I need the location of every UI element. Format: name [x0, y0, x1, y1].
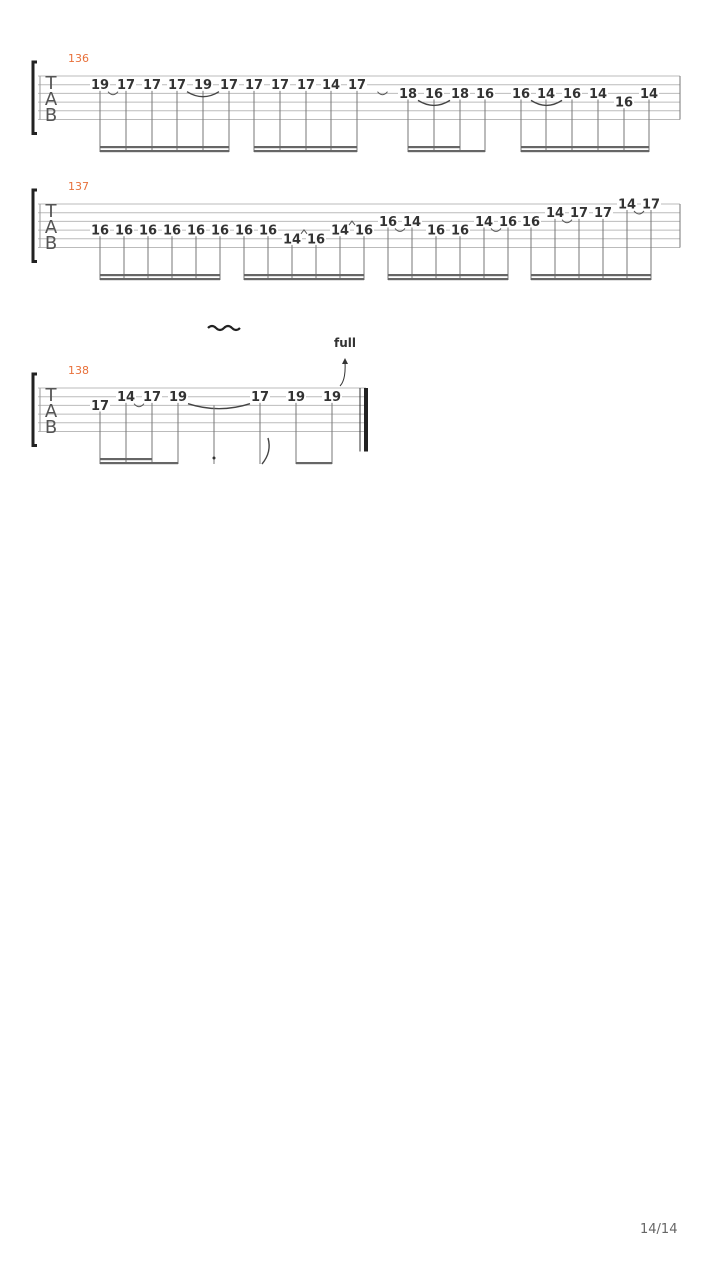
fret-number: 16	[614, 95, 634, 111]
tab-clef-letter: B	[44, 233, 58, 254]
fret-number: 18	[398, 86, 418, 102]
tie	[188, 404, 250, 409]
bend-arrowhead	[342, 358, 348, 364]
fret-number: 19	[193, 78, 213, 94]
fret-number: 16	[498, 214, 518, 230]
tab-clef-letter: T	[45, 201, 57, 222]
fret-number: 19	[322, 390, 342, 406]
measure-number: 136	[68, 52, 89, 65]
fret-number: 19	[286, 390, 306, 406]
fret-number: 16	[450, 223, 470, 239]
fret-number: 19	[90, 78, 110, 94]
vibrato-mark	[208, 326, 240, 330]
fret-number: 14	[282, 232, 302, 248]
fret-number: 16	[306, 232, 326, 248]
measure-number: 137	[68, 180, 89, 193]
beam	[100, 458, 152, 460]
fret-number: 16	[258, 223, 278, 239]
fret-number: 17	[244, 78, 264, 94]
tab-clef-letter: T	[45, 385, 57, 406]
fret-number: 16	[424, 86, 444, 102]
bend-curve	[340, 362, 345, 386]
fret-number: 16	[234, 223, 254, 239]
fret-number: 16	[562, 86, 582, 102]
fret-number: 14	[116, 390, 136, 406]
fret-number: 14	[588, 86, 608, 102]
fret-number: 16	[511, 86, 531, 102]
tab-clef-letter: T	[45, 73, 57, 94]
fret-number: 14	[474, 214, 494, 230]
fret-number: 14	[639, 86, 659, 102]
fret-number: 16	[138, 223, 158, 239]
fret-number: 16	[378, 214, 398, 230]
fret-number: 17	[593, 206, 613, 222]
beam	[100, 278, 220, 280]
fret-number: 16	[90, 223, 110, 239]
fret-number: 16	[426, 223, 446, 239]
fret-number: 17	[296, 78, 316, 94]
fret-number: 14	[617, 197, 637, 213]
page-number: 14/14	[640, 1222, 678, 1237]
beam	[296, 462, 332, 464]
final-thick-barline	[364, 388, 368, 452]
fret-number: 14	[402, 214, 422, 230]
beam	[254, 150, 357, 152]
beam	[152, 462, 178, 464]
tab-clef-letter: A	[44, 217, 58, 238]
fret-number: 17	[219, 78, 239, 94]
fret-number: 16	[475, 86, 495, 102]
measure-number: 138	[68, 364, 89, 377]
tab-clef-letter: B	[44, 105, 58, 126]
beam	[521, 146, 649, 148]
beam	[408, 146, 460, 148]
fret-number: 17	[641, 197, 661, 213]
system-bracket	[33, 190, 37, 262]
beam	[100, 462, 152, 464]
fret-number: 16	[186, 223, 206, 239]
fret-number: 19	[168, 390, 188, 406]
beam	[408, 150, 460, 152]
fret-number: 17	[116, 78, 136, 94]
tab-clef-letter: A	[44, 401, 58, 422]
fret-number: 17	[142, 78, 162, 94]
beam	[460, 150, 485, 152]
beam	[521, 150, 649, 152]
fret-number: 17	[250, 390, 270, 406]
fret-number: 14	[545, 206, 565, 222]
fret-number: 17	[270, 78, 290, 94]
tab-system	[33, 180, 680, 280]
beam	[254, 146, 357, 148]
fret-number: 17	[167, 78, 187, 94]
fret-number: 14	[321, 78, 341, 94]
fret-number: 17	[90, 398, 110, 414]
fret-number: 17	[347, 78, 367, 94]
beam	[531, 278, 651, 280]
beam	[531, 274, 651, 276]
system-bracket	[33, 62, 37, 134]
fret-number: 16	[114, 223, 134, 239]
beam	[388, 278, 508, 280]
fret-number: 16	[162, 223, 182, 239]
beam	[388, 274, 508, 276]
fret-number: 14	[330, 223, 350, 239]
fret-number: 17	[569, 206, 589, 222]
beam	[100, 150, 229, 152]
beam	[100, 146, 229, 148]
fret-number: 14	[536, 86, 556, 102]
tab-clef-letter: B	[44, 417, 58, 438]
beam	[244, 274, 364, 276]
fret-number: 17	[142, 390, 162, 406]
fret-number: 16	[521, 214, 541, 230]
scoop-mark	[262, 438, 269, 464]
tab-system	[33, 52, 680, 152]
bend-label: full	[334, 336, 356, 350]
beam	[100, 274, 220, 276]
tab-system	[33, 326, 368, 464]
fret-number: 16	[354, 223, 374, 239]
system-bracket	[33, 374, 37, 446]
beam	[244, 278, 364, 280]
fret-number: 16	[210, 223, 230, 239]
fret-number: 18	[450, 86, 470, 102]
tab-clef-letter: A	[44, 89, 58, 110]
staccato-dot	[213, 457, 216, 460]
